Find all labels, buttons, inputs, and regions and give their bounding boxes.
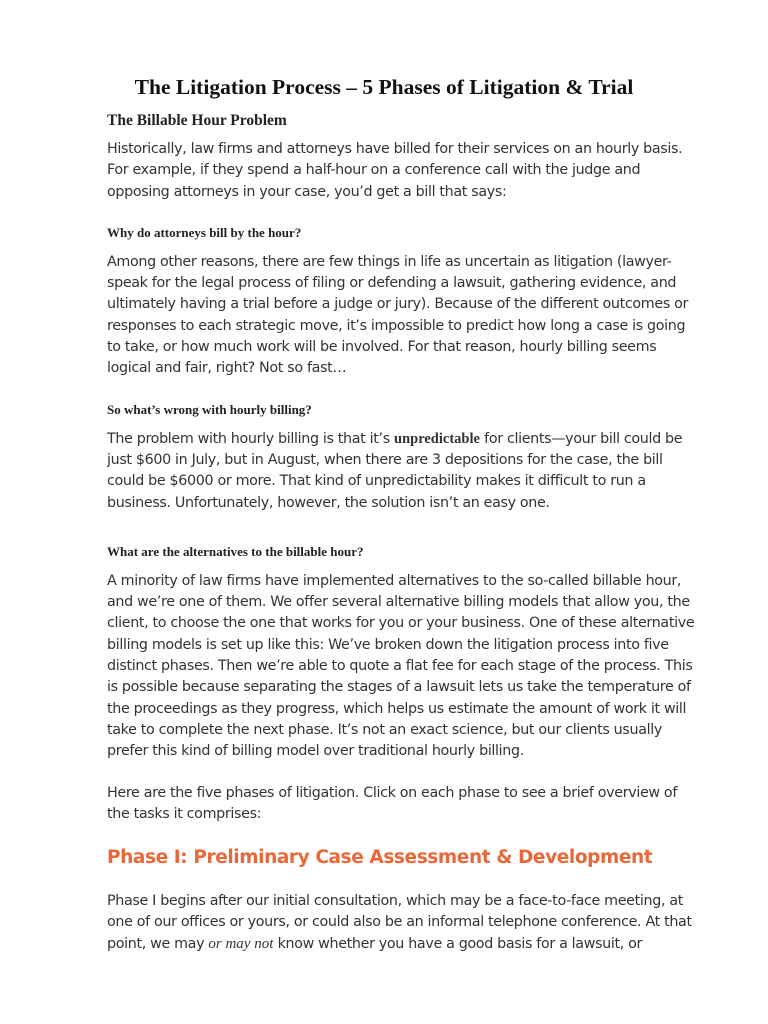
or-may-not-emphasis: or may not	[208, 935, 274, 952]
question-heading-why-bill-hourly: Why do attorneys bill by the hour?	[107, 224, 302, 240]
section-heading-billable-hour: The Billable Hour Problem	[107, 112, 287, 129]
unpredictable-emphasis: unpredictable	[394, 430, 480, 447]
alternatives-paragraph: A minority of law firms have implemented alternatives to the so-called billable hour, and we’re one of them. We offer several alternative billing models that allow you, the client, to choose the one that works for you or your business. One of these alternative billing models is set up like this: We’ve broken down the litigation process into five distinct phases. Then we’re able to quote a flat fee for each stage of the process. This is possible because separating the stages of a lawsuit lets us take the temperature of the proceedings as they progress, which helps us estimate the amount of work it will take to complete the next phase. It’s not an exact science, but our clients usually prefer this kind of billing model over traditional hourly billing.	[107, 572, 695, 760]
phase-1-text-before: Phase I begins after our initial consultation, which may be a face-to-face meeting, at one of our offices or yours, or could also be an informal telephone conference. At that point, we may	[107, 893, 692, 952]
document-page	[107, 72, 697, 955]
phase-1-text-after: know whether you have a good basis for a lawsuit, or	[273, 935, 643, 952]
whats-wrong-paragraph	[107, 429, 697, 514]
whats-wrong-text-after: for clients—your bill could be just $600 in July, but in August, when there are 3 depositions for the case, the bill could be $6000 or more. That kind of unpredictability makes it difficult to run a business. Unfortunately, however, the solution isn’t an easy one.	[107, 430, 683, 511]
page-title: The Litigation Process – 5 Phases of Litigation & Trial	[134, 75, 634, 99]
whats-wrong-text-before: The problem with hourly billing is that it’s	[107, 430, 394, 447]
phases-intro-paragraph: Here are the five phases of litigation. Click on each phase to see a brief overview of the tasks it comprises:	[107, 784, 678, 822]
question-heading-whats-wrong: So what’s wrong with hourly billing?	[107, 401, 312, 417]
intro-paragraph: Historically, law firms and attorneys have billed for their services on an hourly basis. For example, if they spend a half-hour on a conference call with the judge and opposing attorneys in your case, you’d get a bill that says:	[107, 141, 683, 200]
phase-1-paragraph	[107, 891, 697, 955]
question-heading-alternatives: What are the alternatives to the billable hour?	[107, 543, 364, 559]
why-bill-hourly-paragraph: Among other reasons, there are few things in life as uncertain as litigation (lawyer-speak for the legal process of filing or defending a lawsuit, gathering evidence, and ultimately having a trial before a judge or jury). Because of the different outcomes or responses to each strategic move, it’s impossible to predict how long a case is going to take, or how much work will be involved. For that reason, hourly billing seems logical and fair, right? Not so fast…	[107, 253, 689, 377]
phase-1-heading-link[interactable]: Phase I: Preliminary Case Assessment & Development	[107, 847, 653, 869]
